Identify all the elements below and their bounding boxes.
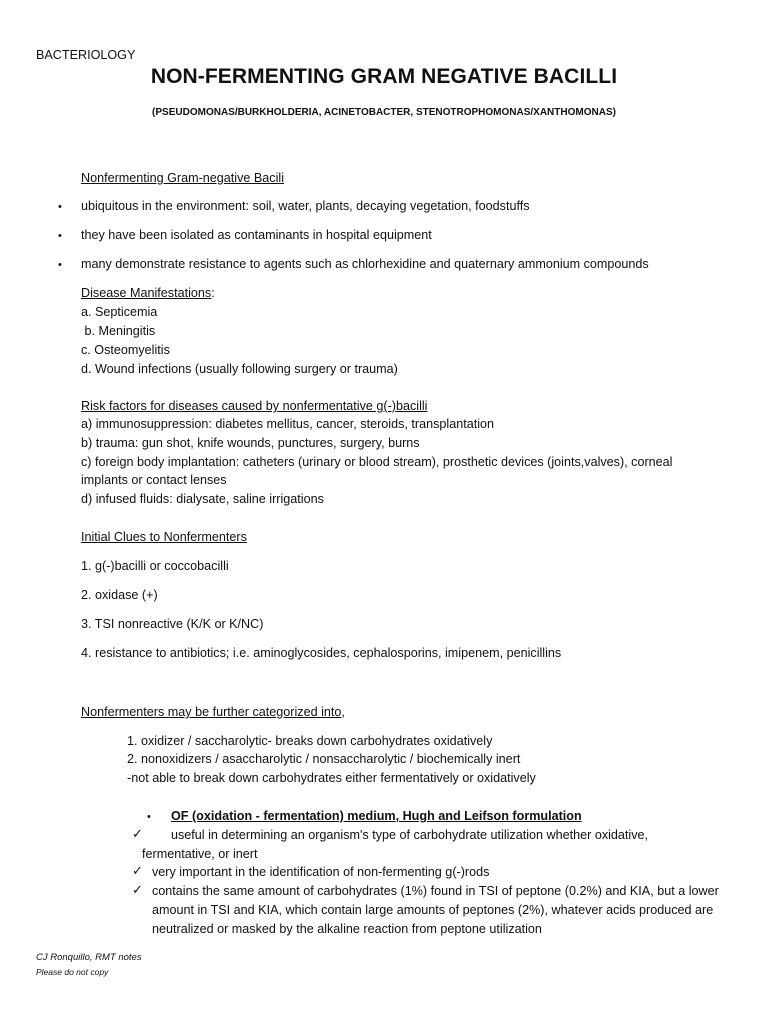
bullet-icon: • bbox=[58, 259, 62, 271]
clue-item: 2. oxidase (+) bbox=[81, 588, 158, 602]
intro-bullet: ubiquitous in the environment: soil, water, plants, decaying vegetation, foodstuffs bbox=[81, 199, 530, 213]
of-check-line: amount in TSI and KIA, which contain large amounts of peptones (2%), whatever acids produced are bbox=[152, 903, 714, 917]
intro-bullet: many demonstrate resistance to agents such as chlorhexidine and quaternary ammonium compounds bbox=[81, 257, 649, 271]
risk-line: implants or contact lenses bbox=[81, 473, 227, 487]
category-line: 1. oxidizer / saccharolytic- breaks down carbohydrates oxidatively bbox=[127, 734, 493, 748]
clue-item: 4. resistance to antibiotics; i.e. aminoglycosides, cephalosporins, imipenem, penicillins bbox=[81, 646, 562, 660]
clue-item: 1. g(-)bacilli or coccobacilli bbox=[81, 559, 229, 573]
category-line: -not able to break down carbohydrates either fermentatively or oxidatively bbox=[127, 771, 536, 785]
of-check-line: useful in determining an organism's type of carbohydrate utilization whether oxidative, bbox=[171, 828, 649, 842]
of-medium-heading: OF (oxidation - fermentation) medium, Hugh and Leifson formulation bbox=[171, 809, 582, 823]
disease-heading-text: Disease Manifestations bbox=[81, 286, 212, 300]
risk-line: a) immunosuppression: diabetes mellitus, cancer, steroids, transplantation bbox=[81, 417, 495, 431]
disease-item: a. Septicemia bbox=[81, 305, 158, 319]
categories-heading-text: Nonfermenters may be further categorized into bbox=[81, 705, 342, 719]
checkmark-icon: ✓ bbox=[132, 882, 143, 897]
bullet-icon: • bbox=[58, 201, 62, 213]
categories-heading bbox=[81, 703, 345, 721]
page-subtitle: (PSEUDOMONAS/BURKHOLDERIA, ACINETOBACTER, STENOTROPHOMONAS/XANTHOMONAS) bbox=[152, 107, 616, 118]
subject-label: BACTERIOLOGY bbox=[36, 48, 136, 62]
disease-heading-suffix: : bbox=[211, 286, 215, 300]
checkmark-icon: ✓ bbox=[132, 863, 143, 878]
footer-note: Please do not copy bbox=[36, 967, 109, 977]
risk-heading: Risk factors for diseases caused by nonfermentative g(-)bacilli bbox=[81, 399, 428, 413]
bullet-icon: • bbox=[58, 230, 62, 242]
risk-line: b) trauma: gun shot, knife wounds, punctures, surgery, burns bbox=[81, 436, 420, 450]
page-title: NON-FERMENTING GRAM NEGATIVE BACILLI bbox=[150, 65, 618, 88]
risk-line: c) foreign body implantation: catheters (urinary or blood stream), prosthetic devices (joints,valves), corneal bbox=[81, 455, 673, 469]
risk-line: d) infused fluids: dialysate, saline irrigations bbox=[81, 492, 324, 506]
disease-item: b. Meningitis bbox=[81, 324, 156, 338]
bullet-icon: • bbox=[147, 811, 151, 823]
of-check-line: contains the same amount of carbohydrates (1%) found in TSI of peptone (0.2%) and KIA, but a lower bbox=[152, 884, 719, 898]
of-check-line: very important in the identification of non-fermenting g(-)rods bbox=[152, 865, 490, 879]
of-check-line: fermentative, or inert bbox=[142, 847, 258, 861]
footer-author: CJ Ronquillo, RMT notes bbox=[36, 952, 142, 963]
categories-heading-suffix: , bbox=[341, 705, 345, 719]
clues-heading: Initial Clues to Nonfermenters bbox=[81, 530, 247, 544]
clue-item: 3. TSI nonreactive (K/K or K/NC) bbox=[81, 617, 264, 631]
disease-item: c. Osteomyelitis bbox=[81, 343, 170, 357]
intro-heading: Nonfermenting Gram-negative Bacili bbox=[81, 171, 284, 185]
disease-heading bbox=[81, 284, 215, 302]
checkmark-icon: ✓ bbox=[132, 826, 143, 841]
intro-bullet: they have been isolated as contaminants in hospital equipment bbox=[81, 228, 432, 242]
category-line: 2. nonoxidizers / asaccharolytic / nonsaccharolytic / biochemically inert bbox=[127, 752, 521, 766]
of-check-line: neutralized or masked by the alkaline reaction from peptone utilization bbox=[152, 922, 542, 936]
disease-item: d. Wound infections (usually following surgery or trauma) bbox=[81, 362, 398, 376]
